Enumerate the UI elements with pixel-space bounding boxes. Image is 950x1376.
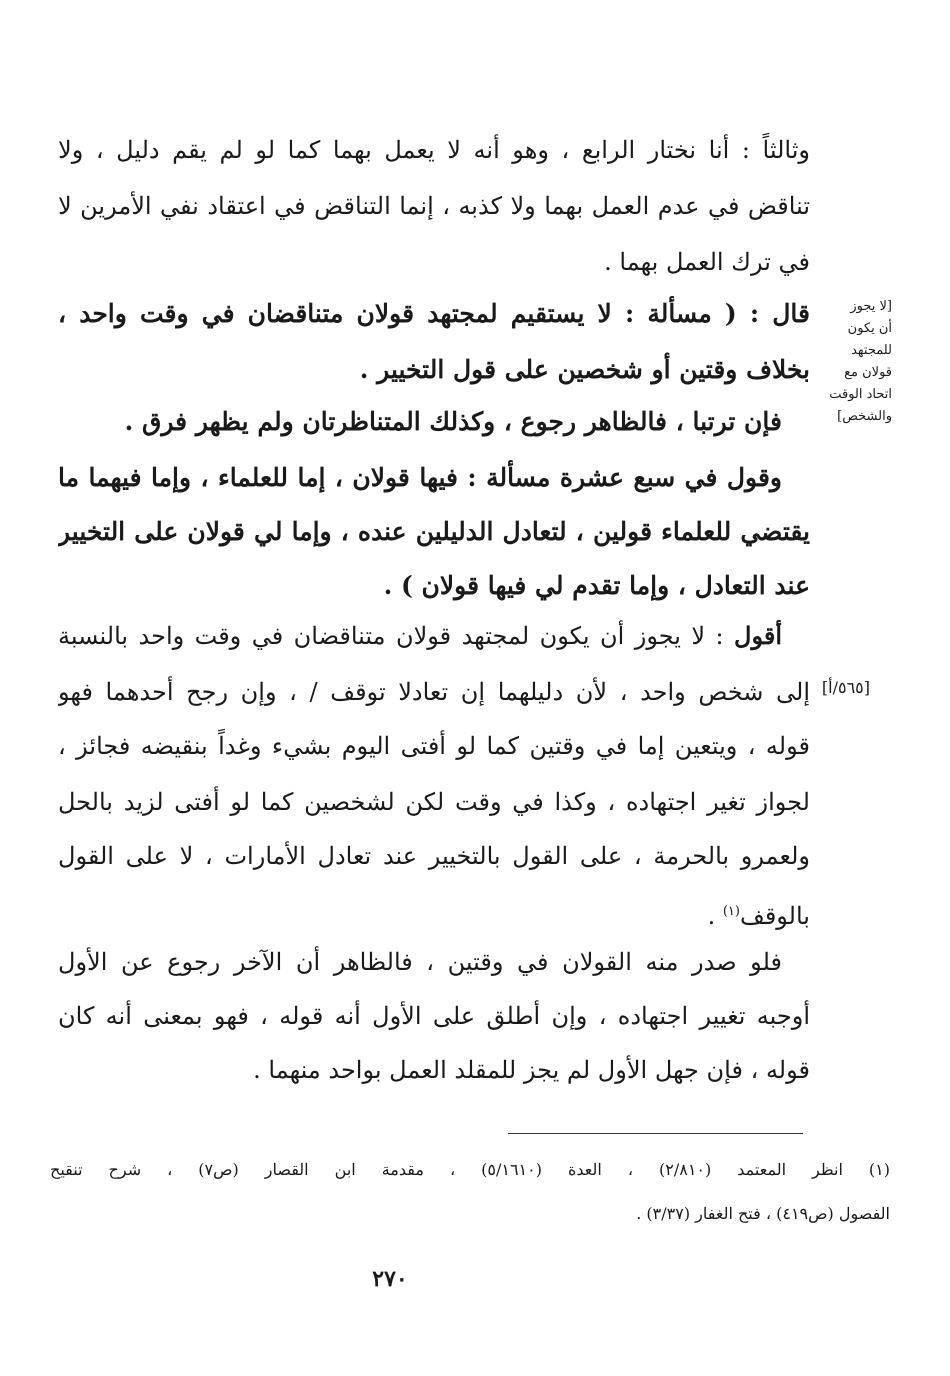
sharh-line-4: لجواز تغير اجتهاده ، وكذا في وقت لكن لشخصين كما لو أفتى لزيد بالحل [58, 788, 810, 816]
masail-line-3: فإن ترتبا ، فالظاهر رجوع ، وكذلك المتناظرتان ولم يظهر فرق . [124, 407, 782, 436]
manuscript-folio-ref: [٥٦٥/أ] [821, 678, 870, 697]
margin-note-line: والشخص] [837, 409, 892, 424]
footnote-line-2: الفصول (ص٤١٩) ، فتح الغفار (٣/٣٧) . [636, 1204, 890, 1223]
body-line-2: تناقض في عدم العمل بهما ولا كذبه ، إنما التناقض في اعتقاد نفي الأمرين لا [58, 192, 810, 220]
page-number: ٢٧٠ [372, 1266, 408, 1292]
sharh-line-2: إلى شخص واحد ، لأن دليلهما إن تعادلا توقف / ، وإن رجح أحدهما فهو [58, 678, 810, 706]
footnote-separator [508, 1133, 803, 1134]
masail-line-1-text: : ( مسألة : لا يستقيم لمجتهد قولان متناقضان في وقت واحد ، [58, 299, 773, 328]
margin-note-line: اتحاد الوقت [829, 387, 892, 402]
body-line-1: وثالثاً : أنا نختار الرابع ، وهو أنه لا يعمل بهما كما لو لم يقم دليل ، ولا [58, 136, 810, 164]
margin-note-line: للمجتهد [851, 343, 892, 358]
masail-line-6: عند التعادل ، وإما تقدم لي فيها قولان ) . [383, 571, 810, 600]
masail-line-4: وقول في سبع عشرة مسألة : فيها قولان ، إما للعلماء ، وإما فيهما ما [58, 463, 782, 492]
margin-note-line: أن يكون [847, 321, 892, 336]
sharh-line-6-end: . [707, 902, 723, 930]
footnote-marker[interactable]: (١) [722, 904, 740, 919]
sharh-line-6 [58, 894, 810, 934]
sharh-line-6-text: بالوقف [739, 902, 810, 930]
footnote-line-1: (١) انظر المعتمد (٢/٨١٠) ، العدة (٥/١٦١٠) ، مقدمة ابن القصار (ص٧) ، شرح تنقيح [50, 1160, 890, 1179]
aqul-lead: أقول [734, 621, 782, 650]
sharh-line-1-text: : لا يجوز أن يكون لمجتهد قولان متناقضان في وقت واحد بالنسبة [58, 622, 735, 650]
body-line-3: في ترك العمل بهما . [604, 248, 810, 276]
masail-line-5: يقتضي للعلماء قولين ، لتعادل الدليلين عنده ، وإما لي قولان على التخيير [58, 517, 810, 546]
sharh-line-5: ولعمرو بالحرمة ، على القول بالتخيير عند تعادل الأمارات ، لا على القول [58, 842, 810, 870]
sharh-line-1 [58, 618, 782, 654]
masail-line-2: بخلاف وقتين أو شخصين على قول التخيير . [359, 355, 810, 384]
final-line-3: قوله ، فإن جهل الأول لم يجز للمقلد العمل بواحد منهما . [253, 1056, 810, 1084]
sharh-line-3: قوله ، ويتعين إما في وقتين كما لو أفتى اليوم بشيء وغداً بنقيضه فجائز ، [58, 732, 810, 760]
qal-lead: قال [772, 299, 810, 328]
margin-note-line: [لا يجوز [850, 299, 892, 314]
final-line-1: فلو صدر منه القولان في وقتين ، فالظاهر أن الآخر رجوع عن الأول [58, 948, 782, 976]
masail-line-1 [58, 296, 810, 332]
margin-note [818, 296, 892, 428]
margin-note-line: قولان مع [844, 365, 892, 380]
final-line-2: أوجبه تغيير اجتهاده ، وإن أطلق على الأول أنه قوله ، فهو بمعنى أنه كان [58, 1002, 810, 1030]
